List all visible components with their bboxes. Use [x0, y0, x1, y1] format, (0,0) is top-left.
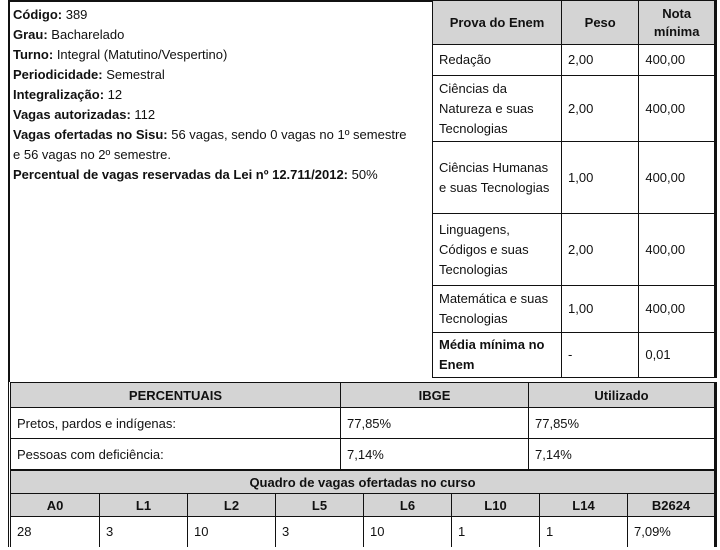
enem-header-row	[433, 1, 716, 45]
category-cell: Pretos, pardos e indígenas:	[10, 408, 341, 439]
l5-cell: 3	[276, 517, 364, 547]
header-peso: Peso	[562, 1, 639, 45]
header-prova: Prova do Enem	[433, 1, 562, 45]
header-l14: L14	[540, 494, 628, 517]
vagas-autorizadas-label: Vagas autorizadas:	[13, 107, 131, 122]
l2-cell: 10	[188, 517, 276, 547]
header-nota: Nota mínima	[639, 1, 716, 45]
table-row	[433, 142, 716, 214]
header-l1: L1	[100, 494, 188, 517]
table-row	[10, 439, 716, 470]
percentual-label: Percentual de vagas reservadas da Lei nº 12.711/2012:	[13, 167, 349, 182]
peso-cell: 1,00	[562, 142, 639, 214]
turno-value: Integral (Matutino/Vespertino)	[56, 47, 228, 62]
header-a0: A0	[10, 494, 100, 517]
header-l10: L10	[452, 494, 540, 517]
header-ibge: IBGE	[341, 383, 529, 408]
table-row	[433, 286, 716, 333]
l6-cell: 10	[364, 517, 452, 547]
periodicidade-line	[13, 65, 432, 85]
peso-cell: 2,00	[562, 214, 639, 286]
table-row	[433, 214, 716, 286]
header-percentuais: PERCENTUAIS	[10, 383, 341, 408]
header-utilizado: Utilizado	[529, 383, 716, 408]
nota-cell: 0,01	[639, 333, 716, 378]
percentual-value: 50%	[351, 167, 378, 182]
course-info-panel	[8, 0, 432, 382]
percentuais-table	[8, 382, 717, 470]
codigo-line	[13, 5, 432, 25]
utilizado-cell: 77,85%	[529, 408, 716, 439]
ibge-cell: 7,14%	[341, 439, 529, 470]
header-l6: L6	[364, 494, 452, 517]
nota-cell: 400,00	[639, 142, 716, 214]
vagas-sisu-line	[13, 125, 413, 165]
vagas-sisu-value: 56 vagas, sendo 0 vagas no 1º semestre e 56 vagas no 2º semestre.	[13, 127, 407, 162]
prova-cell: Linguagens, Códigos e suas Tecnologias	[433, 214, 562, 286]
integralizacao-label: Integralização:	[13, 87, 105, 102]
table-row	[10, 408, 716, 439]
header-b2624: B2624	[628, 494, 716, 517]
vagas-autorizadas-line	[13, 105, 432, 125]
header-l2: L2	[188, 494, 276, 517]
ibge-cell: 77,85%	[341, 408, 529, 439]
nota-cell: 400,00	[639, 214, 716, 286]
peso-cell: 2,00	[562, 76, 639, 142]
vagas-sisu-label: Vagas ofertadas no Sisu:	[13, 127, 168, 142]
vagas-title-row	[10, 471, 716, 494]
percentuais-header-row	[10, 383, 716, 408]
peso-cell: 1,00	[562, 286, 639, 333]
nota-cell: 400,00	[639, 76, 716, 142]
turno-label: Turno:	[13, 47, 54, 62]
vagas-table-title: Quadro de vagas ofertadas no curso	[10, 471, 716, 494]
table-row	[10, 517, 716, 547]
codigo-label: Código:	[13, 7, 63, 22]
prova-cell: Redação	[433, 45, 562, 76]
prova-cell: Média mínima no Enem	[433, 333, 562, 378]
category-cell: Pessoas com deficiência:	[10, 439, 341, 470]
nota-cell: 400,00	[639, 45, 716, 76]
l1-cell: 3	[100, 517, 188, 547]
integralizacao-value: 12	[107, 87, 123, 102]
nota-cell: 400,00	[639, 286, 716, 333]
vagas-table	[8, 470, 717, 547]
prova-cell: Ciências Humanas e suas Tecnologias	[433, 142, 562, 214]
header-l5: L5	[276, 494, 364, 517]
periodicidade-value: Semestral	[106, 67, 165, 82]
utilizado-cell: 7,14%	[529, 439, 716, 470]
periodicidade-label: Periodicidade:	[13, 67, 103, 82]
percentual-line	[13, 165, 432, 185]
peso-cell: -	[562, 333, 639, 378]
l14-cell: 1	[540, 517, 628, 547]
peso-cell: 2,00	[562, 45, 639, 76]
table-row	[433, 76, 716, 142]
vagas-autorizadas-value: 112	[134, 107, 156, 122]
a0-cell: 28	[10, 517, 100, 547]
integralizacao-line	[13, 85, 432, 105]
prova-cell: Ciências da Natureza e suas Tecnologias	[433, 76, 562, 142]
turno-line	[13, 45, 432, 65]
l10-cell: 1	[452, 517, 540, 547]
grau-label: Grau:	[13, 27, 48, 42]
b2624-cell: 7,09%	[628, 517, 716, 547]
enem-table	[432, 0, 717, 378]
codigo-value: 389	[65, 7, 88, 22]
grau-line	[13, 25, 432, 45]
vagas-header-row	[10, 494, 716, 517]
grau-value: Bacharelado	[51, 27, 125, 42]
table-row	[433, 333, 716, 378]
table-row	[433, 45, 716, 76]
prova-cell: Matemática e suas Tecnologias	[433, 286, 562, 333]
